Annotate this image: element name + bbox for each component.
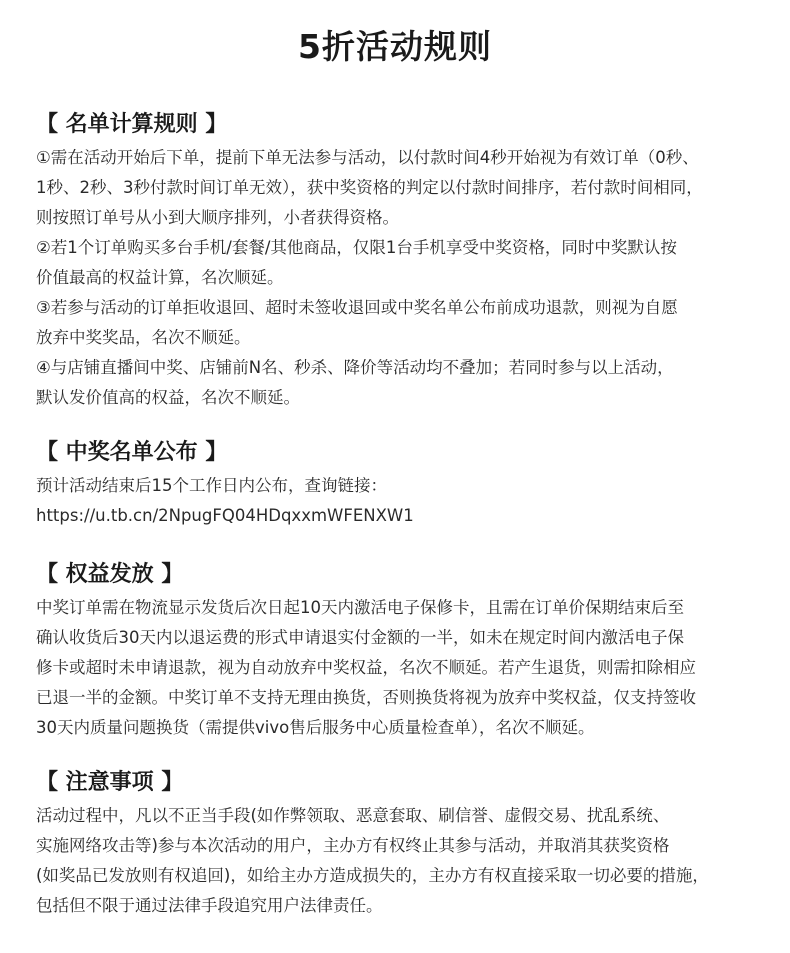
section-benefit-distribution <box>36 560 766 743</box>
section-notes <box>36 768 766 921</box>
announcement-line: 预计活动结束后15个工作日内公布，查询链接： <box>36 476 387 495</box>
section-heading: 【 注意事项 】 <box>36 770 184 795</box>
benefit-line: 30天内质量问题换货（需提供vivo售后服务中心质量检查单），名次不顺延。 <box>36 718 595 737</box>
benefit-line: 中奖订单需在物流显示发货后次日起10天内激活电子保修卡，且需在订单价保期结束后至 <box>36 598 684 617</box>
section-winner-announcement <box>36 438 766 531</box>
rule-line: ④与店铺直播间中奖、店铺前N名、秒杀、降价等活动均不叠加；若同时参与以上活动， <box>36 358 674 377</box>
query-link: https://u.tb.cn/2NpugFQ04HDqxxmWFENXW1 <box>36 506 414 525</box>
rule-line: ②若1个订单购买多台手机/套餐/其他商品，仅限1台手机享受中奖资格，同时中奖默认按 <box>36 238 677 257</box>
rule-line: 则按照订单号从小到大顺序排列，小者获得资格。 <box>36 208 399 227</box>
section-heading: 【 中奖名单公布 】 <box>36 440 228 465</box>
benefit-line: 确认收货后30天内以退运费的形式申请退实付金额的一半，如未在规定时间内激活电子保 <box>36 628 684 647</box>
rule-line: ③若参与活动的订单拒收退回、超时未签收退回或中奖名单公布前成功退款，则视为自愿 <box>36 298 678 317</box>
rule-line: 价值最高的权益计算，名次顺延。 <box>36 268 284 287</box>
note-line: 实施网络攻击等)参与本次活动的用户，主办方有权终止其参与活动，并取消其获奖资格 <box>36 836 670 855</box>
section-heading: 【 权益发放 】 <box>36 562 184 587</box>
benefit-line: 修卡或超时未申请退款，视为自动放弃中奖权益，名次不顺延。若产生退货，则需扣除相应 <box>36 658 696 677</box>
rule-line: 放弃中奖奖品，名次不顺延。 <box>36 328 251 347</box>
rule-line: 1秒、2秒、3秒付款时间订单无效），获中奖资格的判定以付款时间排序，若付款时间相同， <box>36 178 703 197</box>
rule-line: ①需在活动开始后下单，提前下单无法参与活动，以付款时间4秒开始视为有效订单（0秒、 <box>36 148 699 167</box>
page-title: 5折活动规则 <box>298 27 492 66</box>
note-line: 活动过程中，凡以不正当手段(如作弊领取、恶意套取、刷信誉、虚假交易、扰乱系统、 <box>36 806 670 825</box>
note-line: (如奖品已发放则有权追回)，如给主办方造成损失的，主办方有权直接采取一切必要的措施， <box>36 866 709 885</box>
section-ranking-rules <box>36 110 766 413</box>
section-heading: 【 名单计算规则 】 <box>36 112 228 137</box>
rule-line: 默认发价值高的权益，名次不顺延。 <box>36 388 300 407</box>
benefit-line: 已退一半的金额。中奖订单不支持无理由换货，否则换货将视为放弃中奖权益，仅支持签收 <box>36 688 696 707</box>
note-line: 包括但不限于通过法律手段追究用户法律责任。 <box>36 896 383 915</box>
